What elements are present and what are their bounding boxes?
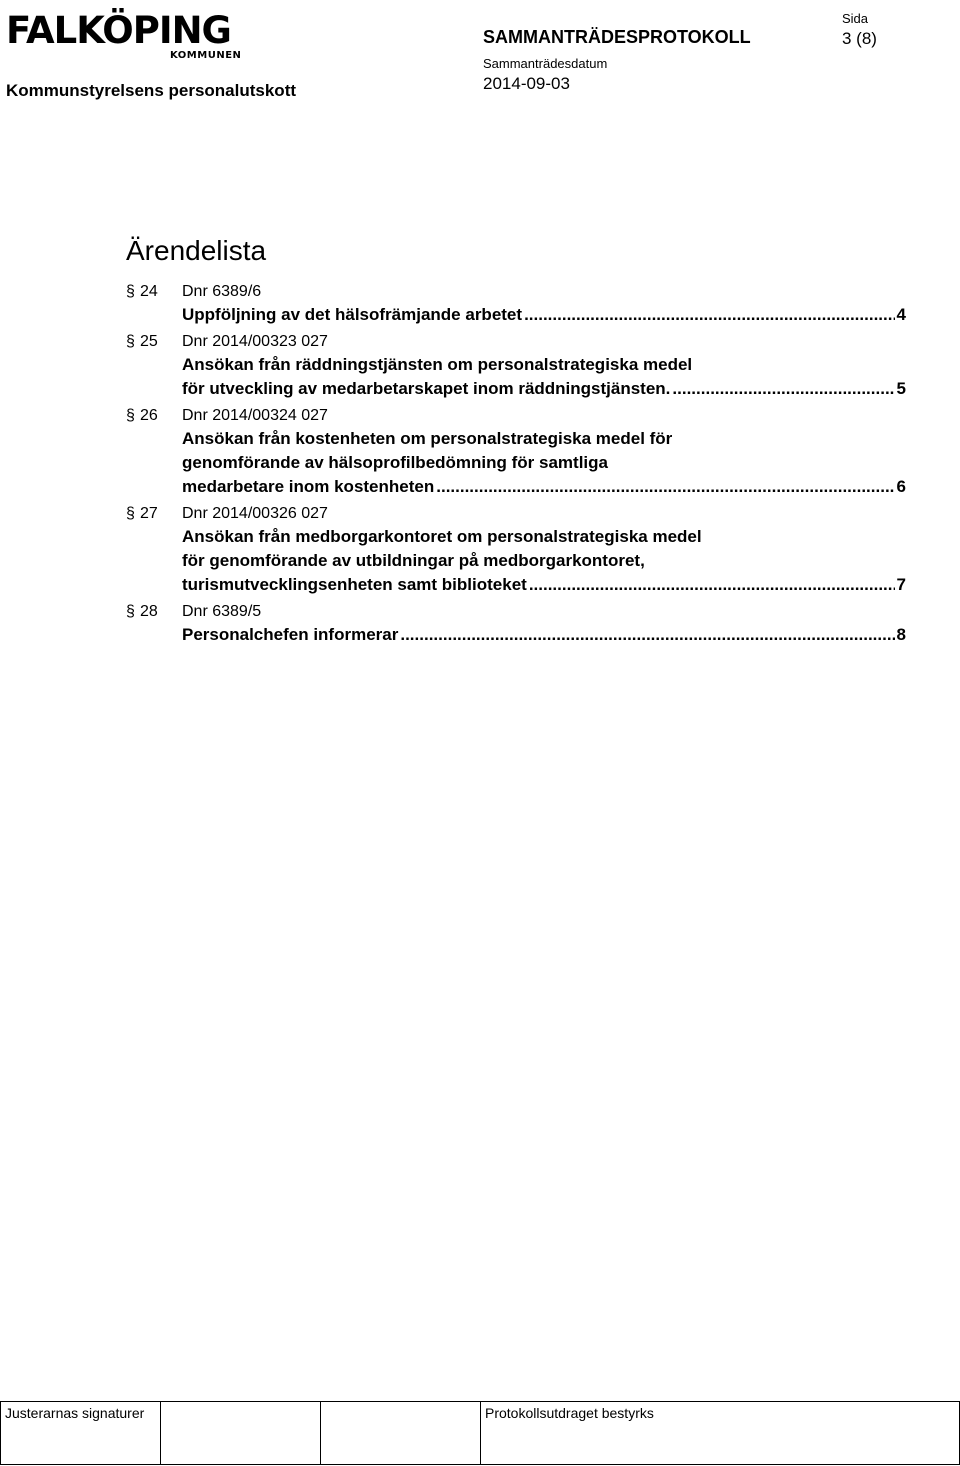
dot-leader	[400, 623, 894, 647]
agenda-item	[126, 280, 906, 327]
agenda-item	[126, 330, 906, 401]
agenda-item-title-line	[182, 303, 906, 327]
agenda-item-title-line: Ansökan från kostenheten om personalstrategiska medel för	[182, 429, 673, 448]
agenda-item	[126, 600, 906, 647]
agenda-item-page: 6	[896, 477, 906, 496]
agenda-item-number: 28	[140, 602, 158, 620]
section-sign-icon: §	[126, 602, 135, 620]
agenda-item-header	[126, 502, 906, 525]
agenda-item-reference: Dnr 2014/00323 027	[182, 332, 328, 350]
agenda-item-reference: Dnr 6389/5	[182, 602, 262, 620]
agenda-list	[126, 280, 906, 650]
agenda-item-title	[126, 353, 906, 401]
agenda-item-title-line: Ansökan från medborgarkontoret om personalstrategiska medel	[182, 527, 702, 546]
document-type: SAMMANTRÄDESPROTOKOLL	[483, 27, 751, 47]
logo-wordmark: FALKÖPING	[6, 9, 231, 52]
footer-cell-signatures: Justerarnas signaturer	[1, 1402, 161, 1464]
falkoping-logo	[6, 10, 252, 60]
footer-cell-certified: Protokollsutdraget bestyrks	[485, 1405, 654, 1421]
agenda-item	[126, 404, 906, 499]
agenda-item	[126, 502, 906, 597]
section-sign-icon: §	[126, 406, 135, 424]
agenda-item-title-line: för genomförande av utbildningar på medborgarkontoret,	[182, 551, 645, 570]
section-sign-icon: §	[126, 332, 135, 350]
agenda-item-title	[126, 427, 906, 499]
agenda-item-title-line: genomförande av hälsoprofilbedömning för samtliga	[182, 453, 608, 472]
section-sign-icon: §	[126, 504, 135, 522]
logo-subtext: KOMMUNEN	[170, 50, 242, 61]
agenda-item-title	[126, 303, 906, 327]
agenda-item-reference: Dnr 2014/00324 027	[182, 406, 328, 424]
agenda-item-number: 24	[140, 282, 158, 300]
agenda-item-reference: Dnr 6389/6	[182, 282, 262, 300]
dot-leader	[436, 475, 894, 499]
agenda-item-title-line	[182, 377, 906, 401]
agenda-item-number: 26	[140, 406, 158, 424]
agenda-item-header	[126, 330, 906, 353]
agenda-item-title-text: Uppföljning av det hälsofrämjande arbetet	[182, 305, 523, 324]
agenda-item-title	[126, 623, 906, 647]
agenda-item-title-line	[182, 475, 906, 499]
agenda-item-title	[126, 525, 906, 597]
agenda-item-header	[126, 280, 906, 303]
agenda-item-title-line: Ansökan från räddningstjänsten om personalstrategiska medel	[182, 355, 693, 374]
agenda-item-reference: Dnr 2014/00326 027	[182, 504, 328, 522]
agenda-item-title-text: Personalchefen informerar	[182, 625, 399, 644]
dot-leader	[672, 377, 894, 401]
meeting-date: 2014-09-03	[483, 74, 570, 93]
agenda-item-title-text: medarbetare inom kostenheten	[182, 477, 435, 496]
agenda-item-page: 5	[896, 379, 906, 398]
meeting-date-label: Sammanträdesdatum	[483, 56, 608, 71]
agenda-item-page: 7	[896, 575, 906, 594]
agenda-item-title-line	[182, 573, 906, 597]
agenda-item-title-text: turismutvecklingsenheten samt biblioteket	[182, 575, 527, 594]
section-sign-icon: §	[126, 282, 135, 300]
footer-cell-blank	[161, 1402, 321, 1464]
agenda-item-number: 27	[140, 504, 158, 522]
footer-cell-blank	[321, 1402, 481, 1464]
agenda-item-header	[126, 404, 906, 427]
agenda-item-page: 8	[896, 625, 906, 644]
agenda-item-header	[126, 600, 906, 623]
committee-name: Kommunstyrelsens personalutskott	[6, 81, 297, 100]
page-label: Sida	[842, 11, 869, 26]
agenda-title: Ärendelista	[126, 235, 267, 266]
agenda-item-title-text: för utveckling av medarbetarskapet inom räddningstjänsten.	[182, 379, 671, 398]
dot-leader	[529, 573, 895, 597]
agenda-item-page: 4	[896, 305, 906, 324]
dot-leader	[524, 303, 894, 327]
signature-footer	[0, 1401, 960, 1465]
page-number: 3 (8)	[842, 29, 877, 48]
agenda-item-title-line	[182, 623, 906, 647]
agenda-item-number: 25	[140, 332, 158, 350]
